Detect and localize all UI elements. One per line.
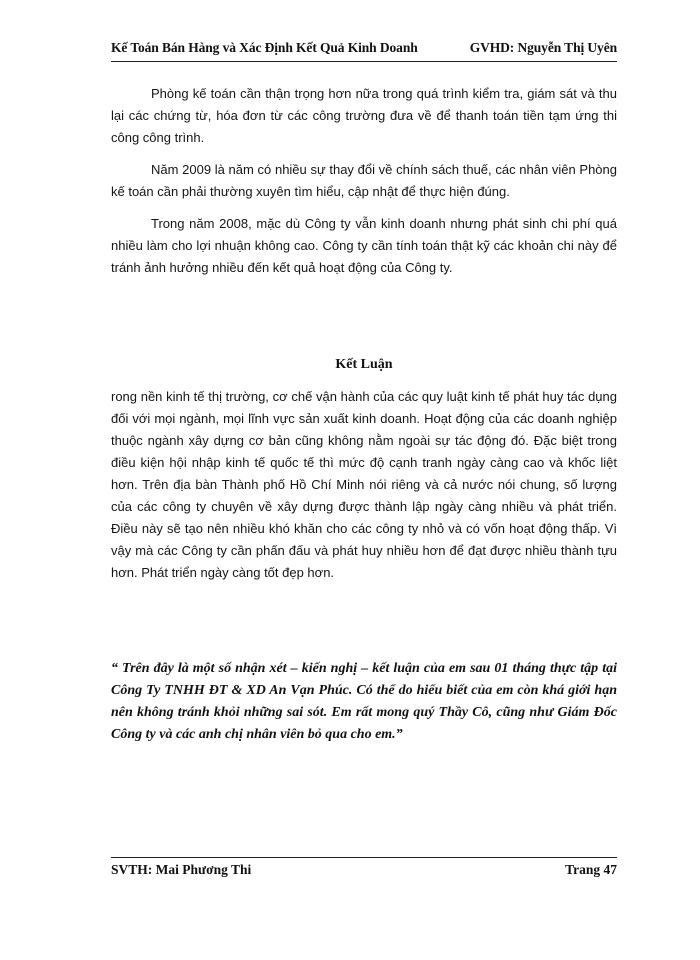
footer-page-number: Trang 47 xyxy=(565,862,617,877)
paragraph-3: Trong năm 2008, mặc dù Công ty vẫn kinh doanh nhưng phát sinh chi phí quá nhiều làm cho lợi nhuận không cao. Công ty cần tính toán thật kỹ các khoản chi này để tránh ảnh hưởng nhiều đến kết quả hoạt động của Công ty. xyxy=(111,216,617,275)
paragraph-2: Năm 2009 là năm có nhiều sự thay đổi về chính sách thuế, các nhân viên Phòng kế toán cần phải thường xuyên tìm hiểu, cập nhật để thực hiện đúng. xyxy=(111,162,617,199)
recommendations-section xyxy=(111,83,617,289)
conclusion-section xyxy=(111,386,617,594)
header-title: Kế Toán Bán Hàng và Xác Định Kết Quả Kinh Doanh xyxy=(111,40,418,55)
page-header xyxy=(111,40,617,56)
header-rule xyxy=(111,61,617,62)
conclusion-paragraph: rong nền kinh tế thị trường, cơ chế vận hành của các quy luật kinh tế phát huy tác dụng đối với mọi ngành, mọi lĩnh vực sản xuất kinh doanh. Hoạt động của các doanh nghiệp thuộc ngành xây dựng cơ bản cũng không nằm ngoài sự tác động đó. Đặc biệt trong điều kiện hội nhập kinh tế quốc tế thì mức độ cạnh tranh ngày càng cao và khốc liệt hơn. Trên địa bàn Thành phố Hồ Chí Minh nói riêng và cả nước nói chung, số lượng của các công ty chuyên về xây dựng được thành lập ngày càng nhiều và phát triển. Điều này sẽ tạo nên nhiều khó khăn cho các công ty nhỏ và có vốn hoạt động thấp. Vì vậy mà các Công ty cần phấn đấu và phát huy nhiều hơn để đạt được nhiều thành tựu hơn. Phát triển ngày càng tốt đẹp hơn. xyxy=(111,389,617,580)
paragraph-1: Phòng kế toán cần thận trọng hơn nữa trong quá trình kiểm tra, giám sát và thu lại các chứng từ, hóa đơn từ các công trường đưa về để thanh toán tiền tạm ứng thi công công trình. xyxy=(111,86,617,145)
footer-rule xyxy=(111,857,617,858)
page-footer xyxy=(111,862,617,878)
closing-quote: “ Trên đây là một số nhận xét – kiến nghị – kết luận của em sau 01 tháng thực tập tại Công Ty TNHH ĐT & XD An Vạn Phúc. Có thể do hiểu biết của em còn khá giới hạn nên không tránh khỏi những sai sót. Em rất mong quý Thầy Cô, cũng như Giám Đốc Công ty và các anh chị nhân viên bỏ qua cho em.” xyxy=(111,661,617,742)
conclusion-title: Kết Luận xyxy=(335,357,393,372)
footer-student: SVTH: Mai Phương Thi xyxy=(111,862,252,877)
header-supervisor: GVHD: Nguyễn Thị Uyên xyxy=(469,40,617,55)
